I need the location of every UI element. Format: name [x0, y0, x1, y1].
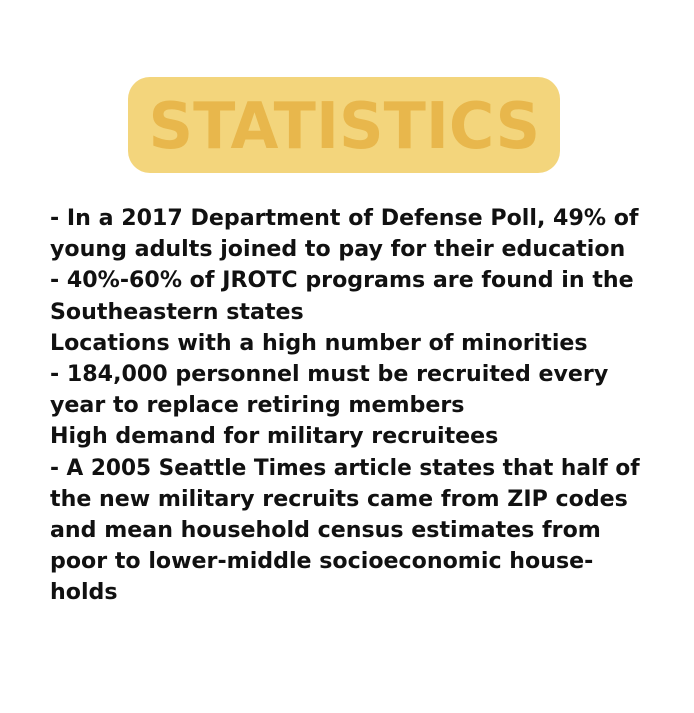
page-title: STATISTICS: [148, 90, 540, 164]
statistics-text-block: [50, 203, 650, 609]
text-line: holds: [50, 579, 118, 606]
text-line: - A 2005 Seattle Times article states that half of: [50, 454, 640, 481]
text-line: year to replace retiring members: [50, 392, 465, 419]
text-line: - 40%-60% of JROTC programs are found in the: [50, 267, 634, 294]
text-line: young adults joined to pay for their education: [50, 236, 626, 263]
text-line: and mean household census estimates from: [50, 517, 601, 544]
text-line: High demand for military recruitees: [50, 423, 499, 450]
text-line: Locations with a high number of minorities: [50, 329, 588, 356]
text-line: - In a 2017 Department of Defense Poll, 49% of: [50, 205, 639, 231]
text-line: Southeastern states: [50, 298, 304, 325]
statistics-title-badge: [128, 77, 560, 173]
text-line: - 184,000 personnel must be recruited every: [50, 361, 609, 388]
text-line: the new military recruits came from ZIP codes: [50, 485, 628, 512]
text-line: poor to lower-middle socioeconomic house-: [50, 548, 594, 575]
